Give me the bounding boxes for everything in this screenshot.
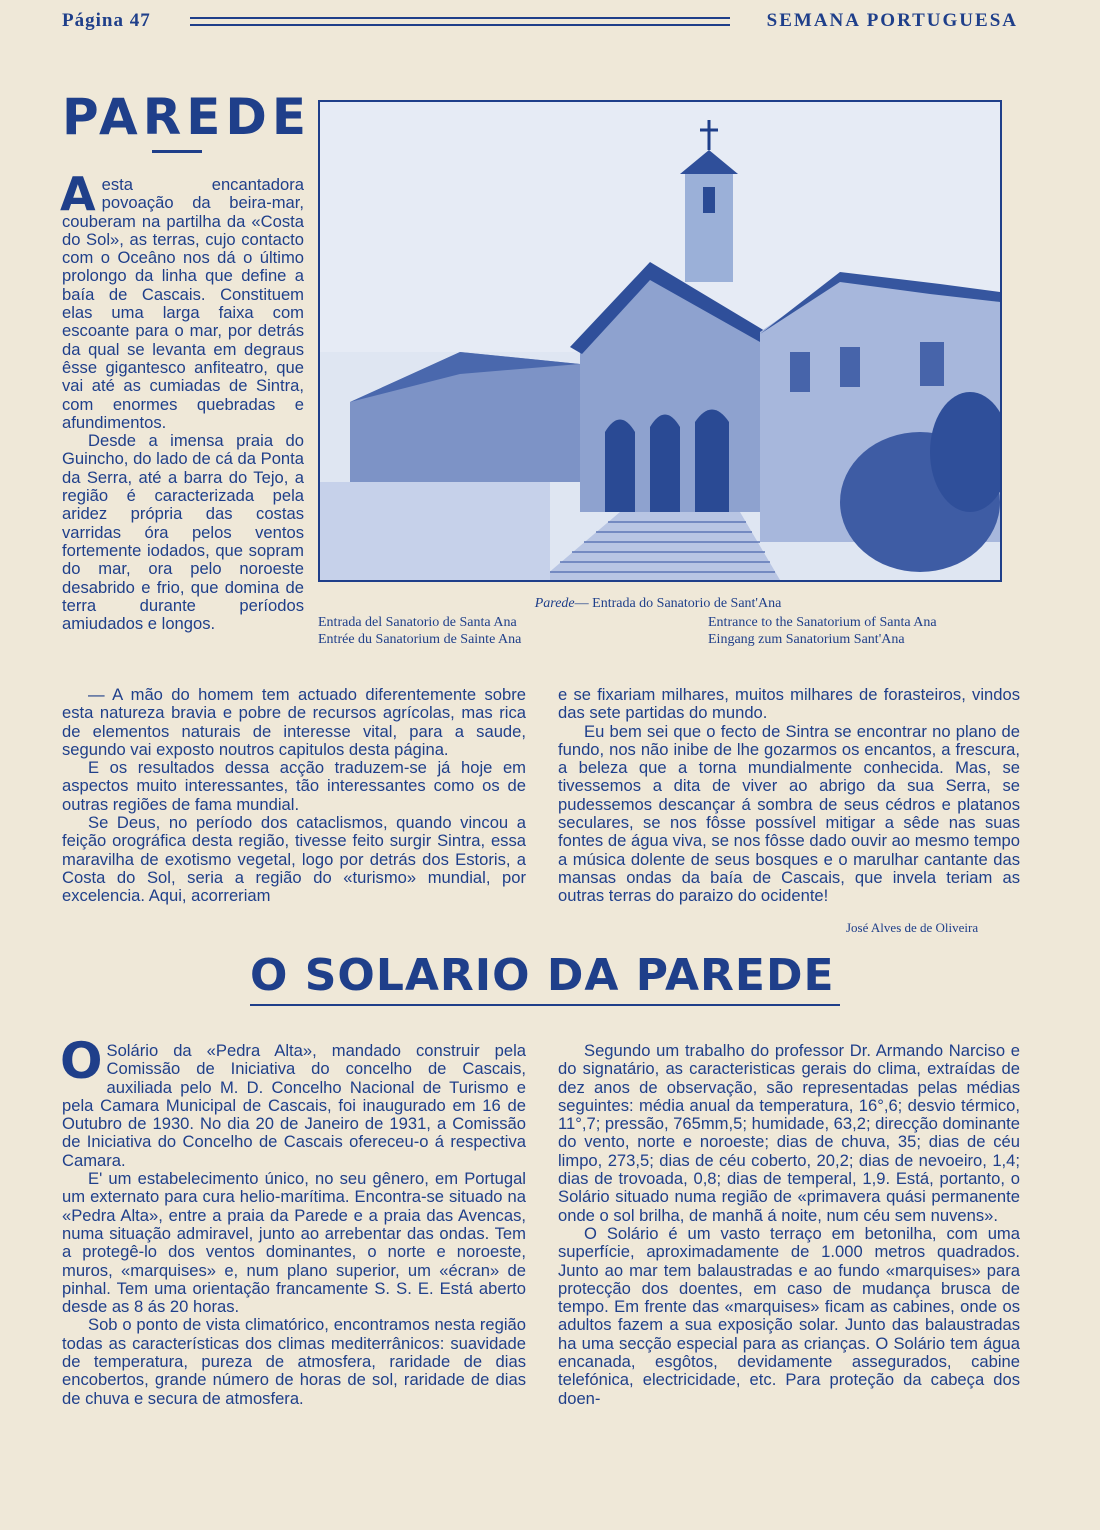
caption-place: Parede [534, 596, 575, 611]
paragraph: esta encantadora povoação da beira-mar, couberam na partilha da «Costa do Sol», as terras, cujo contacto com o Oceâno nos dá o último prolongo da linha que define a baía de Cascais. Constituem elas uma larga faixa com escoante para o mar, por detrás da qual se levanta em degraus êsse gigantesco anfiteatro, que vai até as cumiadas de Sintra, com enormes quebradas e afundimentos. [62, 175, 304, 432]
paragraph: E os resultados dessa acção traduzem-se já hoje em aspectos muito interessantes, tão interessantes como os de outras regiões de fama mundial. [62, 758, 526, 814]
article-title-parede: PAREDE [62, 88, 312, 146]
paragraph: Sob o ponto de vista climatórico, encontramos nesta região todas as características dos climas mediterrânicos: suavidade de temperatura, pureza de atmosfera, raridade de dias encobertos, grande número de horas de sol, raridade de dias de chuva e secura de atmosfera. [62, 1315, 526, 1408]
article1-lower-left-column [62, 686, 526, 906]
header-rule [190, 17, 730, 26]
paragraph: e se fixariam milhares, muitos milhares de forasteiros, vindos das sete partidas do mundo. [558, 685, 1020, 723]
author-signature: José Alves de de Oliveira [846, 920, 979, 935]
caption-french: Entrée du Sanatorium de Sainte Ana [318, 632, 522, 647]
paragraph: O Solário é um vasto terraço em betonilha, com uma superfície, aproximadamente de 1.000 metros quadrados. Junto ao mar tem balaustradas e ao fundo «marquises» para protecção dos doentes, em caso de mudança brusca de tempo. Em frente das «marquises» ficam as cabines, onde os adultos fazem a sua exposição solar. Junto das balaustradas ha uma secção especial para as crianças. O Solário tem água encanada, esgôtos, devidamente assegurados, cabine telefónica, electricidade, etc. Para proteção da cabeça dos doen- [558, 1223, 1020, 1408]
drop-cap: O [60, 1032, 103, 1090]
caption-spanish: Entrada del Sanatorio de Santa Ana [318, 615, 517, 630]
paragraph: Se Deus, no período dos cataclismos, quando vincou a feição orográfica desta região, tivesse feito surgir Sintra, essa maravilha de exotismo vegetal, logo por detrás dos Estoris, a Costa do Sol, seria a região do «turismo» mundial, por excelencia. Aqui, acorreriam [62, 813, 526, 906]
paragraph: Desde a imensa praia do Guincho, do lado de cá da Ponta da Serra, até a barra do Tejo, a região é caracterizada pela aridez própria das costas varridas óra pelos ventos fortemente iodados, que sopram do mar, ora pelo noroeste desabrido e frio, que domina de terra durante períodos amiudados e longos. [62, 431, 304, 634]
paragraph: Eu bem sei que o fecto de Sintra se encontrar no plano de fundo, nos não inibe de lhe gozarmos os encantos, a frescura, a beleza que a torna mundialmente conhecida. Mas, se tivessemos a dita de viver ao abrigo da sua Serra, se pudessemos descançar á sombra de seus cédros e platanos seculares, se nos fôsse possível mitigar a sêde nas suas fontes de água viva, se nos fôsse dado ouvir ao mesmo tempo a música dolente de seus bosques e o marulhar cantante das mansas ondas da baía de Cascais, que invela teriam as outras terras do paraizo do ocidente! [558, 721, 1020, 906]
sanatorium-photo [318, 100, 1002, 582]
article-title-solario: O SOLARIO DA PAREDE [250, 950, 835, 1001]
title-underline [250, 1004, 840, 1006]
page-number: Página 47 [62, 10, 151, 31]
article1-right-column [558, 686, 1020, 906]
drop-cap: A [60, 167, 96, 221]
article2-left-column [60, 1032, 526, 1408]
article1-left-column [60, 167, 304, 634]
photo-caption [318, 596, 998, 612]
caption-portuguese: — Entrada do Sanatorio de Sant'Ana [574, 596, 782, 611]
title-divider [152, 150, 202, 153]
paragraph: Segundo um trabalho do professor Dr. Armando Narciso e do signatário, as caracteristicas gerais do clima, extraídas de dez anos de observação, são representadas pelas médias seguintes: média anual da temperatura, 16°,6; desvio térmico, 11°,7; pressão, 765mm,5; humidade, 63,2; direcção dominante do vento, norte e noroeste; dias de chuva, 35; dias de céu limpo, 273,5; dias de céu coberto, 20,2; dias de nevoeiro, 1,4; dias de trovoada, 0,8; dias de temperal, 1,9. Está, portanto, o Solário situado numa região de «primavera quási permanente onde o sol brilha, de manhã á noite, num céu sem nuvens». [558, 1041, 1021, 1225]
article2-right-column [558, 1042, 1020, 1408]
publication-name: SEMANA PORTUGUESA [766, 10, 1018, 31]
caption-german: Eingang zum Sanatorium Sant'Ana [708, 632, 905, 647]
caption-english: Entrance to the Sanatorium of Santa Ana [708, 615, 937, 630]
paragraph: Solário da «Pedra Alta», mandado construir pela Comissão de Iniciativa do concelho de Cascais, auxiliada pelo M. D. Concelho Nacional de Turismo e pela Camara Municipal de Cascais, foi inaugurado em 16 de Outubro de 1930. No dia 20 de Janeiro de 1931, a Comissão de Iniciativa do Concelho de Cascais ofereceu-o á respectiva Camara. [62, 1041, 526, 1170]
paragraph: — A mão do homem tem actuado diferentemente sobre esta natureza bravia e pobre de recursos agrícolas, mas rica de elementos naturais de interesse vital, para a saude, segundo vai exposto noutros capitulos desta página. [62, 685, 526, 759]
paragraph: E' um estabelecimento único, no seu gênero, em Portugal um externato para cura helio-marítima. Encontra-se situado na «Pedra Alta», entre a praia da Parede e a praia das Avencas, numa situação admiravel, junto ao arrebentar das ondas. Tem a protegê-lo dos ventos dominantes, o norte e noroeste, muros, «marquises» e, num plano superior, um «écran» de pinhal. Tem uma orientação francamente S. S. E. Está aberto desde as 8 ás 20 horas. [62, 1169, 526, 1317]
